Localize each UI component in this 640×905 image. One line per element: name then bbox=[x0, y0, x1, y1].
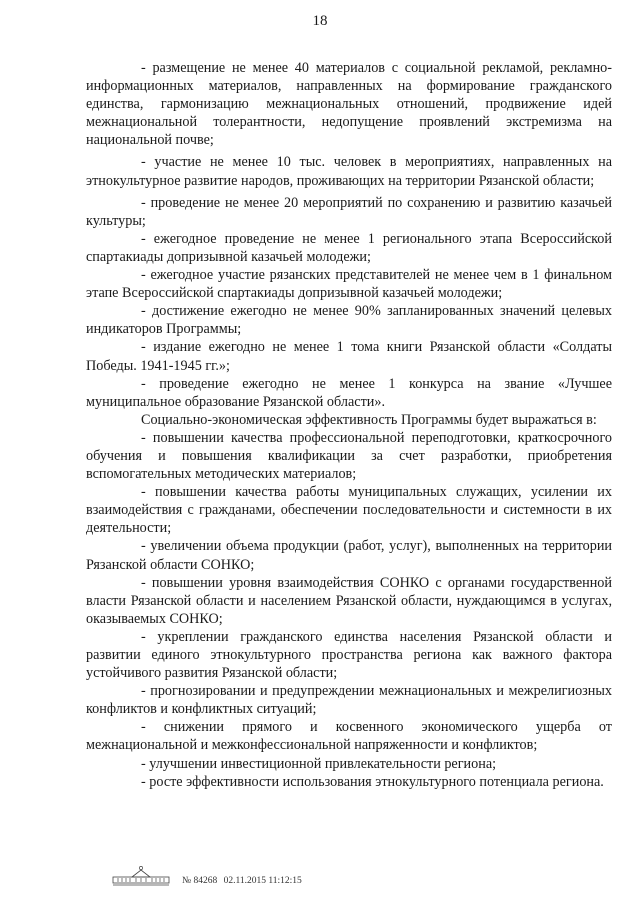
paragraph: - ежегодное проведение не менее 1 регионального этапа Всероссийской спартакиады допризывной казачьей молодежи; bbox=[86, 230, 612, 265]
paragraph: - повышении уровня взаимодействия СОНКО с органами государственной власти Рязанской области и населением Рязанской области, нуждающимся в услугах, оказываемых СОНКО; bbox=[86, 574, 612, 627]
government-building-stamp-icon bbox=[112, 865, 170, 887]
paragraph: - проведение не менее 20 мероприятий по сохранению и развитию казачьей культуры; bbox=[86, 194, 612, 229]
paragraph: - повышении качества профессиональной переподготовки, краткосрочного обучения и повышения квалификации за счет разработки, приобретения вспомогательных методических материалов; bbox=[86, 429, 612, 483]
paragraph: - ежегодное участие рязанских представителей не менее чем в 1 финальном этапе Всероссийской спартакиады допризывной казачьей молодежи; bbox=[86, 267, 612, 302]
paragraph: - росте эффективности использования этнокультурного потенциала региона. bbox=[141, 773, 604, 790]
paragraph: - улучшении инвестиционной привлекательности региона; bbox=[141, 755, 497, 772]
registration-number: № 84268 bbox=[182, 876, 218, 886]
registration-datetime: 02.11.2015 11:12:15 bbox=[223, 876, 302, 886]
paragraph: Социально-экономическая эффективность Программы будет выражаться в: bbox=[141, 411, 597, 428]
paragraph: - участие не менее 10 тыс. человек в мероприятиях, направленных на этнокультурное развитие народов, проживающих на территории Рязанской области; bbox=[86, 154, 612, 189]
paragraph: - размещение не менее 40 материалов с социальной рекламой, рекламно-информационных материалов, направленных на формирование гражданского единства, гармонизацию межнациональных отношений, продвижение идей межнациональной толерантности, недопущение проявлений экстремизма на национальной почве; bbox=[86, 60, 612, 149]
paragraph: - снижении прямого и косвенного экономического ущерба от межнациональной и межконфессиональной напряженности и конфликтов; bbox=[86, 719, 612, 754]
paragraph: - укреплении гражданского единства населения Рязанской области и развитии единого этнокультурного пространства региона как важного фактора устойчивого развития Рязанской области; bbox=[86, 628, 612, 682]
paragraph: - издание ежегодно не менее 1 тома книги Рязанской области «Солдаты Победы. 1941-1945 гг.»; bbox=[86, 339, 612, 374]
paragraph: - проведение ежегодно не менее 1 конкурса на звание «Лучшее муниципальное образование Рязанской области». bbox=[86, 375, 612, 410]
document-body bbox=[86, 59, 612, 791]
registration-stamp-text bbox=[182, 876, 306, 887]
registration-footer bbox=[112, 865, 306, 887]
paragraph: - увеличении объема продукции (работ, услуг), выполненных на территории Рязанской области СОНКО; bbox=[86, 538, 612, 573]
page-number: 18 bbox=[312, 13, 328, 29]
paragraph: - достижение ежегодно не менее 90% запланированных значений целевых индикаторов Программы; bbox=[86, 303, 612, 338]
paragraph: - повышении качества работы муниципальных служащих, усилении их взаимодействия с гражданами, обеспечении последовательности и системности в их деятельности; bbox=[86, 484, 612, 537]
paragraph: - прогнозировании и предупреждении межнациональных и межрелигиозных конфликтов и конфликтных ситуаций; bbox=[86, 683, 612, 718]
